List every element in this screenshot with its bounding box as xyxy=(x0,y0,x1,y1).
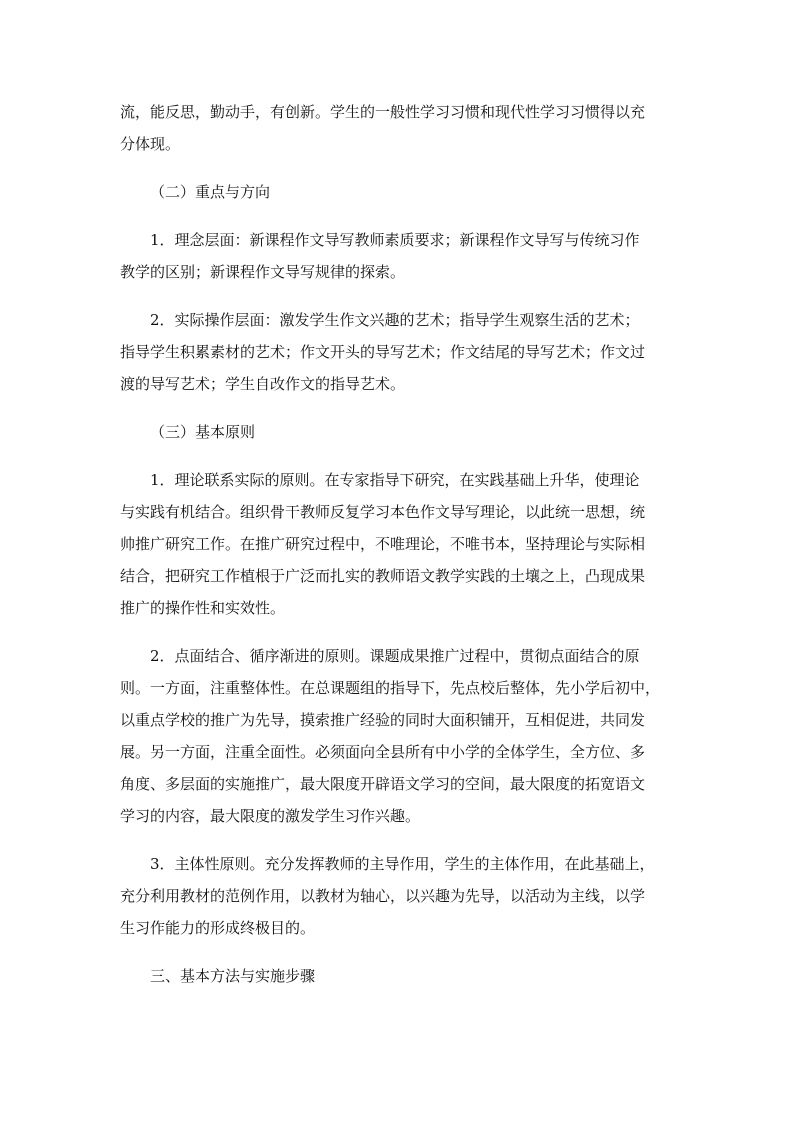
text-line: 三、基本方法与实施步骤 xyxy=(150,967,316,985)
text-line: 流，能反思，勤动手，有创新。学生的一般性学习习惯和现代性学习习惯得以充 xyxy=(120,103,646,121)
text-line: 生习作能力的形成终极目的。 xyxy=(120,919,316,937)
document-page xyxy=(120,96,680,1008)
text-line: 帅推广研究工作。在推广研究过程中，不唯理论，不唯书本，坚持理论与实际相 xyxy=(120,535,646,553)
text-line: 充分利用教材的范例作用，以教材为轴心，以兴趣为先导，以活动为主线，以学 xyxy=(120,887,646,905)
text-line: 以重点学校的推广为先导，摸索推广经验的同时大面积铺开，互相促进，共同发 xyxy=(120,711,646,729)
paragraph xyxy=(120,640,680,832)
text-line: 2．点面结合、循序渐进的原则。课题成果推广过程中，贯彻点面结合的原 xyxy=(150,647,640,665)
text-line: 展。另一方面，注重全面性。必须面向全县所有中小学的全体学生，全方位、多 xyxy=(120,743,646,761)
paragraph xyxy=(120,96,680,160)
text-line: 则。一方面，注重整体性。在总课题组的指导下，先点校后整体，先小学后初中， xyxy=(120,679,661,697)
text-line: 推广的操作性和实效性。 xyxy=(120,599,286,617)
paragraph xyxy=(120,416,680,448)
text-line: 指导学生积累素材的艺术；作文开头的导写艺术；作文结尾的导写艺术；作文过 xyxy=(120,343,646,361)
text-line: （三）基本原则 xyxy=(150,423,256,441)
paragraph xyxy=(120,176,680,208)
paragraph xyxy=(120,848,680,944)
text-line: 3．主体性原则。充分发挥教师的主导作用，学生的主体作用，在此基础上， xyxy=(150,855,655,873)
text-line: 学习的内容，最大限度的激发学生习作兴趣。 xyxy=(120,807,421,825)
paragraph xyxy=(120,224,680,288)
text-line: 角度、多层面的实施推广，最大限度开辟语文学习的空间，最大限度的拓宽语文 xyxy=(120,775,646,793)
text-line: 1．理论联系实际的原则。在专家指导下研究，在实践基础上升华，使理论 xyxy=(150,471,640,489)
text-line: 渡的导写艺术；学生自改作文的指导艺术。 xyxy=(120,375,406,393)
paragraph xyxy=(120,304,680,400)
text-line: （二）重点与方向 xyxy=(150,183,271,201)
text-line: 2．实际操作层面：激发学生作文兴趣的艺术；指导学生观察生活的艺术； xyxy=(150,311,640,329)
paragraph xyxy=(120,960,680,992)
text-line: 分体现。 xyxy=(120,135,181,153)
text-line: 与实践有机结合。组织骨干教师反复学习本色作文导写理论，以此统一思想，统 xyxy=(120,503,646,521)
text-line: 结合，把研究工作植根于广泛而扎实的教师语文教学实践的土壤之上，凸现成果 xyxy=(120,567,646,585)
document-body xyxy=(120,96,680,992)
text-line: 教学的区别；新课程作文导写规律的探索。 xyxy=(120,263,406,281)
text-line: 1．理念层面：新课程作文导写教师素质要求；新课程作文导写与传统习作 xyxy=(150,231,640,249)
paragraph xyxy=(120,464,680,624)
